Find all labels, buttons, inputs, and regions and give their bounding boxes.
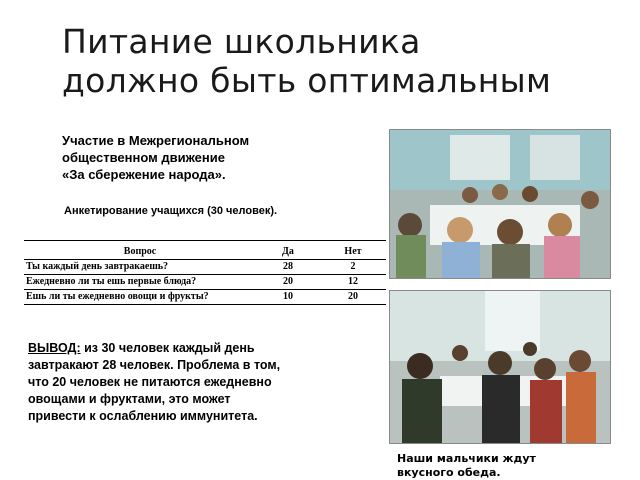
row-question: Ты каждый день завтракаешь?: [24, 260, 256, 275]
photo-caption: [397, 452, 597, 480]
header-question: Вопрос: [24, 241, 256, 260]
caption-line-1: Наши мальчики ждут: [397, 452, 536, 465]
conclusion-line-5: привести к ослаблению иммунитета.: [28, 409, 258, 423]
slide-title: [62, 22, 602, 100]
survey-table: [24, 240, 386, 305]
header-yes: Да: [256, 241, 320, 260]
title-line-2: должно быть оптимальным: [62, 61, 552, 100]
caption-line-2: вкусного обеда.: [397, 466, 501, 479]
conclusion-text: [28, 340, 328, 425]
movement-line-2: общественном движение: [62, 150, 225, 165]
row-no: 12: [320, 275, 386, 290]
survey-label: Анкетирование учащихся (30 человек).: [64, 205, 278, 217]
row-yes: 28: [256, 260, 320, 275]
table-header-row: [24, 241, 386, 260]
conclusion-label: ВЫВОД:: [28, 341, 81, 355]
table-row: [24, 260, 386, 275]
header-no: Нет: [320, 241, 386, 260]
row-no: 20: [320, 290, 386, 305]
row-no: 2: [320, 260, 386, 275]
canteen-photo: [389, 129, 611, 279]
movement-line-1: Участие в Межрегиональном: [62, 133, 250, 148]
conclusion-line-4: овощами и фруктами, это может: [28, 392, 231, 406]
conclusion-line-2: завтракают 28 человек. Проблема в том,: [28, 358, 281, 372]
table-row: [24, 275, 386, 290]
row-yes: 20: [256, 275, 320, 290]
conclusion-line-1: из 30 человек каждый день: [80, 341, 255, 355]
movement-text: [62, 132, 322, 183]
conclusion-line-3: что 20 человек не питаются ежедневно: [28, 375, 272, 389]
movement-line-3: «За сбережение народа».: [62, 167, 226, 182]
table-row: [24, 290, 386, 305]
boys-photo: [389, 290, 611, 444]
title-line-1: Питание школьника: [62, 22, 421, 61]
row-question: Ешь ли ты ежедневно овощи и фрукты?: [24, 290, 256, 305]
row-question: Ежедневно ли ты ешь первые блюда?: [24, 275, 256, 290]
row-yes: 10: [256, 290, 320, 305]
